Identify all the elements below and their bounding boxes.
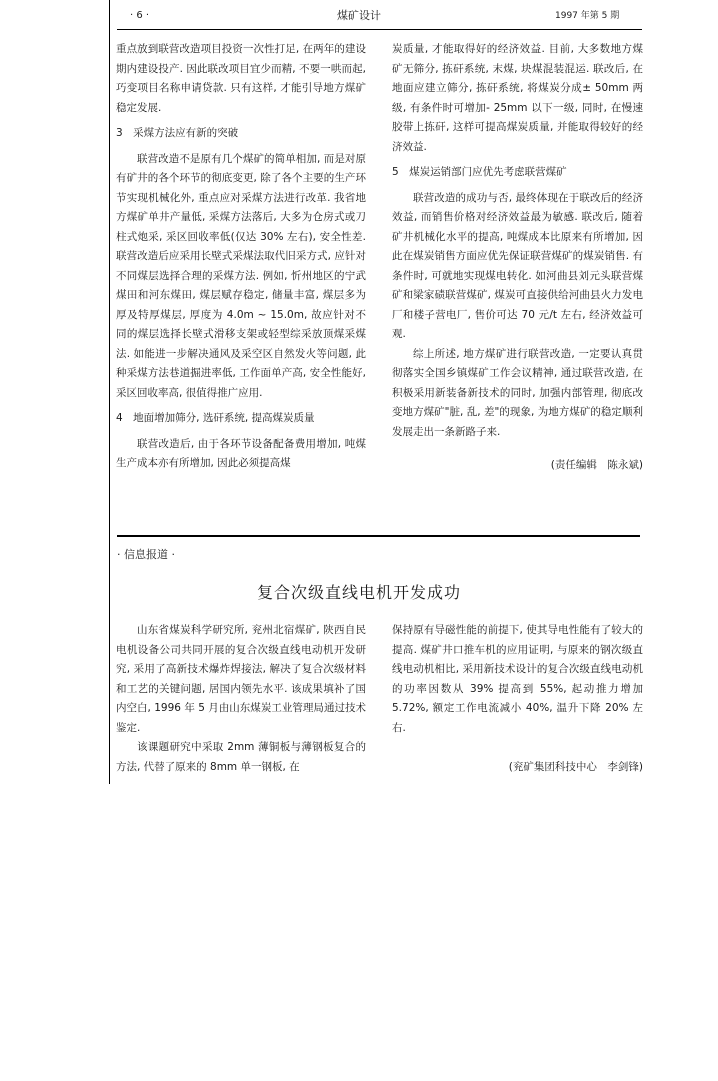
header-rule (117, 29, 642, 30)
section-3-paragraph: 联营改造不是原有几个煤矿的简单相加, 而是对原有矿井的各个环节的彻底变更, 除了各个主要的生产环节实现机械化外, 重点应对采煤方法进行改革. 我省地方煤矿单井产量低, 采煤方法落后, 大多为仓房式或刀柱式炮采, 采区回收率低(仅达 30% 左右), 安全性差. 联营改造后应采用长壁式采煤法取代旧采方式, 应针对不同煤层选择合理的采煤方法. 例如, 忻州地区的宁武煤田和河东煤田, 煤层赋存稳定, 储量丰富, 煤层多为厚及特厚煤层, 厚度为 4.0m ~ 15.0m, 故应针对不同的煤层选择长壁式滑移支架或轻型综采放顶煤采煤法. 如能进一步解决通风及采空区自然发火等问题, 此种采煤方法巷道掘进率低, 工作面单产高, 安全性能好, 采区回收率高, 很值得推广应用. (116, 152, 366, 399)
issue-label: 1997 年第 5 期 (555, 11, 620, 21)
section-4-heading: 4 地面增加筛分, 选矸系统, 提高煤炭质量 (116, 412, 315, 424)
page-number: · 6 · (130, 10, 150, 21)
news-paragraph-3: 保持原有导磁性能的前提下, 使其导电性能有了较大的提高. 煤矿井口推车机的应用证明, 与原来的钢次级直线电动机相比, 采用新技术设计的复合次级直线电动机的功率因数从 39% 提高到 55%, 起动推力增加 5.72%, 额定工作电流减小 40%, 温升下降 20% 左右. (392, 624, 643, 734)
news-paragraph-2: 该课题研究中采取 2mm 薄铜板与薄钢板复合的方法, 代替了原来的 8mm 单一钢板, 在 (116, 741, 366, 773)
conclusion-paragraph: 综上所述, 地方煤矿进行联营改造, 一定要认真贯彻落实全国乡镇煤矿工作会议精神, 通过联营改造, 在积极采用新装备新技术的同时, 加强内部管理, 彻底改变地方煤矿"脏, 乱, 差"的现象, 为地方煤矿的稳定顺利发展走出一条新路子来. (392, 347, 643, 438)
section-separator (117, 535, 640, 537)
news-right-column (392, 621, 643, 778)
news-signature: (兖矿集团科技中心 李剑锋) (508, 761, 643, 773)
margin-rule (109, 0, 110, 784)
news-title: 复合次级直线电机开发成功 (256, 583, 461, 602)
article-left-column (116, 40, 366, 474)
news-paragraph-1: 山东省煤炭科学研究所, 兖州北宿煤矿, 陕西自民电机设备公司共同开展的复合次级直线电动机开发研究, 采用了高新技术爆炸焊接法, 解决了复合次级材料和工艺的关键问题, 居国内领先水平. 该成果填补了国内空白, 1996 年 5 月由山东煤炭工业管理局通过技术鉴定. (116, 624, 366, 734)
section-5-heading: 5 煤炭运销部门应优先考虑联营煤矿 (392, 166, 567, 178)
journal-name: 煤矿设计 (337, 9, 381, 22)
news-left-column (116, 621, 366, 777)
article-right-column (392, 40, 643, 476)
editor-signature: (责任编辑 陈永斌) (550, 459, 643, 471)
section-4-paragraph: 联营改造后, 由于各环节设备配备费用增加, 吨煤生产成本亦有所增加, 因此必须提高煤 (116, 437, 366, 469)
section-3-heading: 3 采煤方法应有新的突破 (116, 127, 239, 139)
intro-paragraph: 重点放到联营改造项目投资一次性打足, 在两年的建设期内建设投产. 因此联改项目宜少而精, 不要一哄而起, 巧变项目名称申请贷款. 只有这样, 才能引导地方煤矿稳定发展. (116, 43, 366, 114)
section-4-continued: 炭质量, 才能取得好的经济效益. 目前, 大多数地方煤矿无筛分, 拣矸系统, 末煤, 块煤混装混运. 联改后, 在地面应建立筛分, 拣矸系统, 将煤炭分成± 50mm 两级, 有条件时可增加- 25mm 以下一级, 同时, 在慢速胶带上拣矸, 这样可提高煤炭质量, 并能取得较好的经济效益. (392, 43, 643, 153)
section-5-paragraph: 联营改造的成功与否, 最终体现在于联改后的经济效益, 而销售价格对经济效益最为敏感. 联改后, 随着矿井机械化水平的提高, 吨煤成本比原来有所增加, 因此在煤炭销售方面应优先保证联营煤矿的煤炭销售. 有条件时, 可就地实现煤电转化. 如河曲县刘元头联营煤矿和梁家碛联营煤矿, 煤炭可直接供给河曲县火力发电厂和楼子营电厂, 售价可达 70 元/t 左右, 经济效益可观. (392, 191, 643, 340)
column-tag: · 信息报道 · (117, 548, 175, 561)
